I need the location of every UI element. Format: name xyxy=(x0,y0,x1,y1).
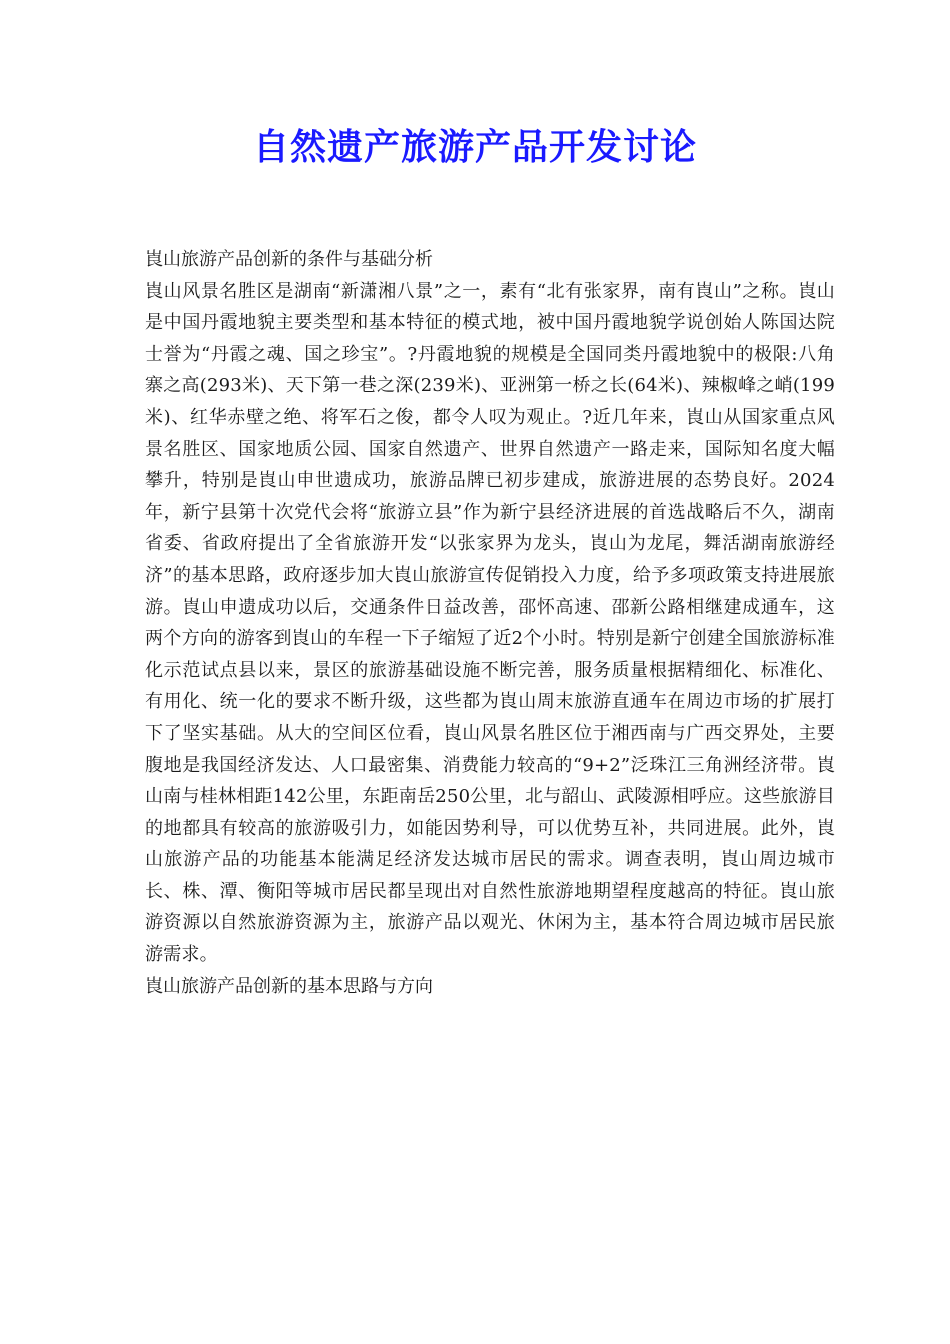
document-body xyxy=(145,244,835,1002)
section-heading-ideas: 崀山旅游产品创新的基本思路与方向 xyxy=(145,975,433,997)
section-heading-conditions: 崀山旅游产品创新的条件与基础分析 xyxy=(145,249,433,270)
document-title: 自然遗产旅游产品开发讨论 xyxy=(252,127,697,168)
body-paragraph: 崀山风景名胜区是湖南“新潇湘八景”之一，素有“北有张家界，南有崀山”之称。崀山是中国丹霞地貌主要类型和基本特征的模式地，被中国丹霞地貌学说创始人陈国达院士誉为“丹霞之魂、国之珍宝”。?丹霞地貌的规模是全国同类丹霞地貌中的极限:八角寨之高(293米)、天下第一巷之深(239米)、亚洲第一桥之长(64米)、辣椒峰之峭(199米)、红华赤壁之绝、将军石之俊，都令人叹为观止。?近几年来，崀山从国家重点风景名胜区、国家地质公园、国家自然遗产、世界自然遗产一路走来，国际知名度大幅攀升，特别是崀山申世遗成功，旅游品牌已初步建成，旅游进展的态势良好。2024年，新宁县第十次党代会将“旅游立县”作为新宁县经济进展的首选战略后不久，湖南省委、省政府提出了全省旅游开发“以张家界为龙头，崀山为龙尾，舞活湖南旅游经济”的基本思路，政府逐步加大崀山旅游宣传促销投入力度，给予多项政策支持进展旅游。崀山申遗成功以后，交通条件日益改善，邵怀高速、邵新公路相继建成通车，这两个方向的游客到崀山的车程一下子缩短了近2个小时。特别是新宁创建全国旅游标准化示范试点县以来，景区的旅游基础设施不断完善，服务质量根据精细化、标准化、有用化、统一化的要求不断升级，这些都为崀山周末旅游直通车在周边市场的扩展打下了坚实基础。从大的空间区位看，崀山风景名胜区位于湘西南与广西交界处，主要腹地是我国经济发达、人口最密集、消费能力较高的“9+2”泛珠江三角洲经济带。崀山南与桂林相距142公里，东距南岳250公里，北与韶山、武陵源相呼应。这些旅游目的地都具有较高的旅游吸引力，如能因势利导，可以优势互补，共同进展。此外，崀山旅游产品的功能基本能满足经济发达城市居民的需求。调查表明，崀山周边城市长、株、潭、衡阳等城市居民都呈现出对自然性旅游地期望程度越高的特征。崀山旅游资源以自然旅游资源为主，旅游产品以观光、休闲为主，基本符合周边城市居民旅游需求。 xyxy=(145,280,835,966)
